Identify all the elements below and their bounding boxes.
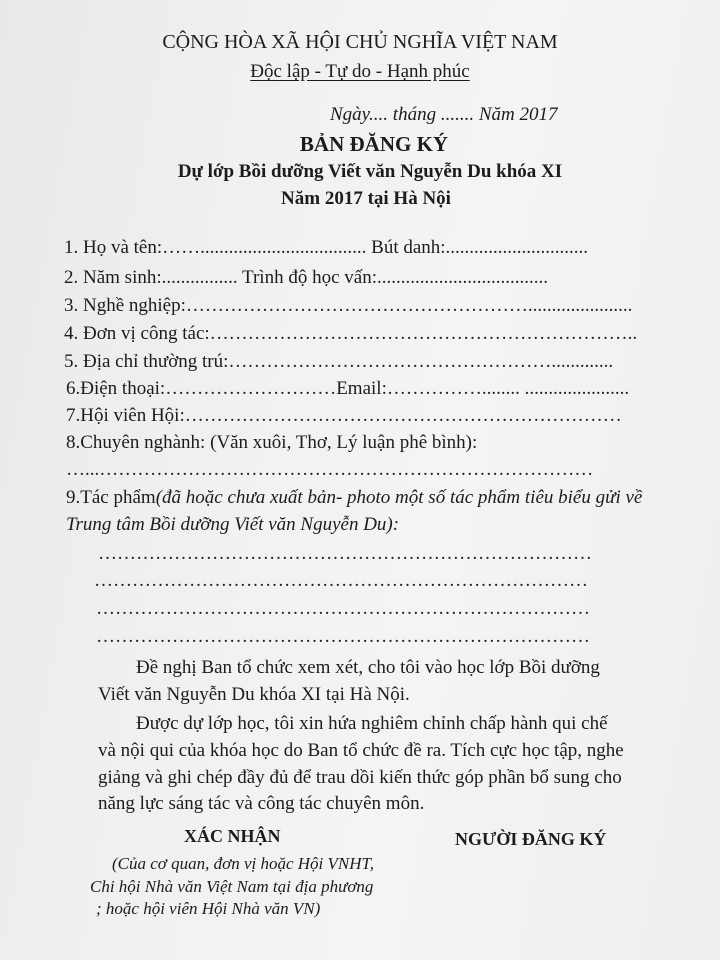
form-subtitle-1: Dự lớp Bồi dưỡng Viết văn Nguyễn Du khóa XI	[177, 161, 563, 182]
field-occupation: 3. Nghề nghiệp:………………………………………………......................	[64, 295, 633, 316]
field-genre-blank: …...……………………………………………………………………	[66, 459, 594, 480]
request-paragraph-line-2: Viết văn Nguyễn Du khóa XI tại Hà Nội.	[98, 684, 410, 705]
pledge-paragraph-line-4: năng lực sáng tác và công tác chuyên môn.	[98, 793, 425, 814]
certification-title: XÁC NHẬN	[184, 826, 281, 846]
field-address: 5. Địa chỉ thường trú:…………………………………………….............	[64, 351, 614, 372]
date-line: Ngày.... tháng ....... Năm 2017	[330, 104, 558, 125]
field-works-note-2: Trung tâm Bồi dưỡng Viết văn Nguyễn Du):	[66, 514, 400, 535]
registrant-title: NGƯỜI ĐĂNG KÝ	[455, 829, 607, 849]
field-works-label: 9.Tác phẩm	[66, 487, 156, 508]
pledge-paragraph-line-1: Được dự lớp học, tôi xin hứa nghiêm chỉnh chấp hành qui chế	[136, 713, 608, 734]
works-blank-line-3: ……………………………………………………………………	[96, 598, 590, 619]
works-blank-line-4: ……………………………………………………………………	[96, 626, 590, 647]
pledge-paragraph-line-2: và nội qui của khóa học do Ban tổ chức đề ra. Tích cực học tập, nghe	[98, 740, 624, 761]
works-blank-line-2: ……………………………………………………………………	[94, 570, 588, 591]
request-paragraph-line-1: Đề nghị Ban tổ chức xem xét, cho tôi vào học lớp Bồi dưỡng	[136, 657, 600, 678]
certification-note-1: (Của cơ quan, đơn vị hoặc Hội VNHT,	[112, 854, 374, 873]
form-subtitle-2: Năm 2017 tại Hà Nội	[281, 188, 451, 209]
pledge-paragraph-line-3: giảng và ghi chép đầy đủ để trau dồi kiến thức góp phần bổ sung cho	[98, 767, 622, 788]
form-title: BẢN ĐĂNG KÝ	[299, 132, 449, 156]
field-phone-email: 6.Điện thoại:………………………Email:……………........ ......................	[66, 378, 630, 399]
certification-note-2: Chi hội Nhà văn Việt Nam tại địa phương	[90, 877, 374, 896]
country-header: CỘNG HÒA XÃ HỘI CHỦ NGHĨA VIỆT NAM	[162, 31, 558, 53]
field-birth-year: 2. Năm sinh:................ Trình độ học vấn:....................................	[64, 267, 548, 288]
field-workplace: 4. Đơn vị công tác:…………………………………………………………..	[64, 323, 638, 344]
field-works	[66, 486, 642, 510]
field-genre: 8.Chuyên nghành: (Văn xuôi, Thơ, Lý luận phê bình):	[66, 432, 478, 453]
certification-note-3: ; hoặc hội viên Hội Nhà văn VN)	[96, 899, 321, 918]
field-membership: 7.Hội viên Hội:……………………………………………………………	[66, 405, 622, 426]
motto: Độc lập - Tự do - Hạnh phúc	[250, 61, 470, 82]
field-full-name: 1. Họ và tên:……................................... Bút danh:..............................	[64, 237, 589, 258]
field-works-note: (đã hoặc chưa xuất bản- photo một số tác phẩm tiêu biểu gửi về	[155, 487, 643, 508]
works-blank-line-1: ……………………………………………………………………	[98, 543, 592, 564]
